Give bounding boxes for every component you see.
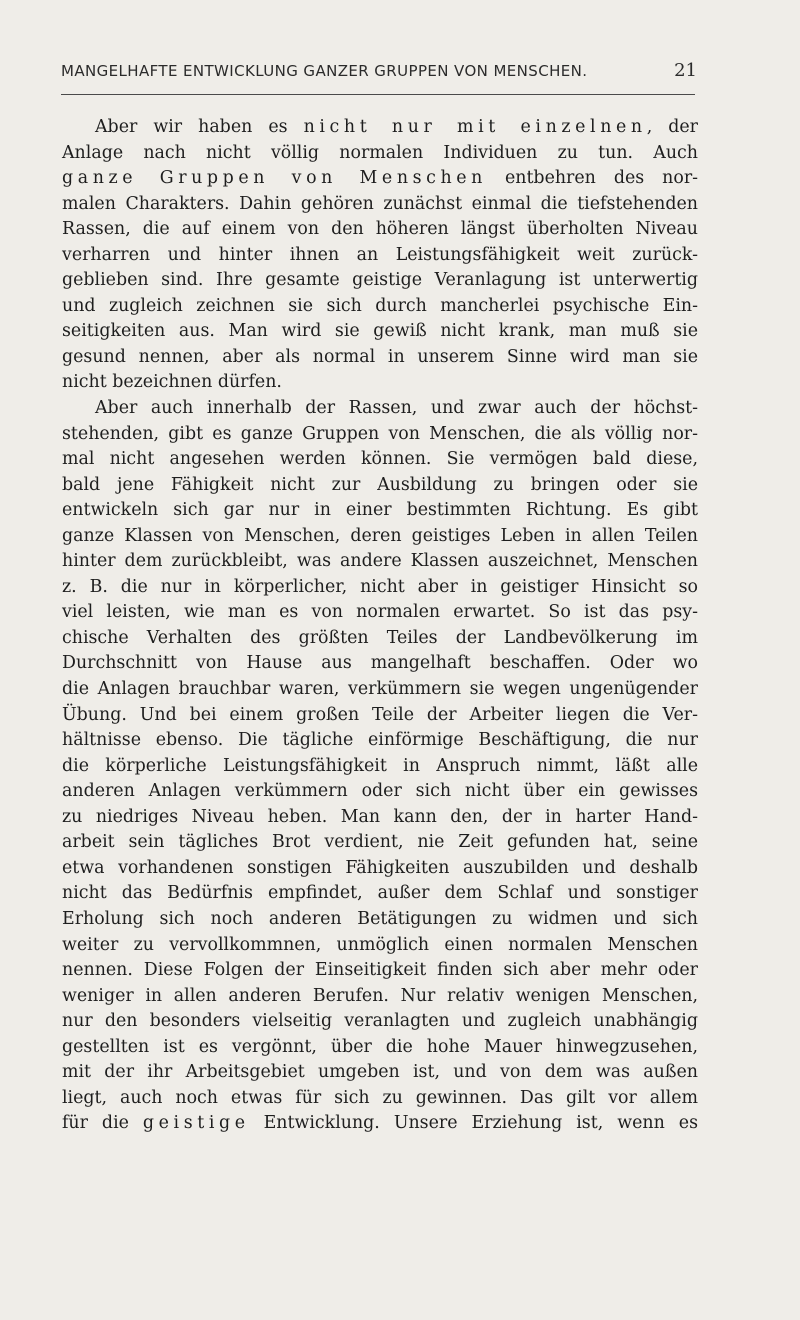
page-number: 21 (674, 60, 697, 81)
text-segment: zu niedriges Niveau heben. Man kann den, der in harter Hand- (62, 806, 698, 827)
text-line (62, 345, 698, 371)
text-segment: nennen. Diese Folgen der Einseitigkeit finden sich aber mehr oder (62, 960, 698, 981)
text-segment: gestellten ist es vergönnt, über die hohe Mauer hinwegzusehen, (62, 1036, 698, 1057)
text-line (62, 984, 698, 1010)
text-segment: mal nicht angesehen werden können. Sie vermögen bald diese, (62, 449, 698, 470)
text-line (62, 575, 698, 601)
text-line (62, 881, 698, 907)
text-segment: für die (62, 1113, 143, 1134)
text-segment: z. B. die nur in körperlicher, nicht aber in geistiger Hinsicht so (62, 576, 698, 597)
text-segment: weniger in allen anderen Berufen. Nur relativ wenigen Menschen, (62, 985, 698, 1006)
text-line (62, 141, 698, 167)
text-line (62, 447, 698, 473)
text-line (62, 294, 698, 320)
text-segment: etwa vorhandenen sonstigen Fähigkeiten auszubilden und deshalb (62, 857, 698, 878)
text-segment: verharren und hinter ihnen an Leistungsfähigkeit weit zurück- (62, 244, 698, 265)
text-line (62, 115, 698, 141)
text-line (62, 1009, 698, 1035)
text-line (62, 933, 698, 959)
text-segment: nicht bezeichnen dürfen. (62, 372, 282, 393)
text-segment: Aber auch innerhalb der Rassen, und zwar auch der höchst- (95, 398, 698, 419)
text-line (62, 805, 698, 831)
text-line (62, 1035, 698, 1061)
running-title: MANGELHAFTE ENTWICKLUNG GANZER GRUPPEN VON MENSCHEN. (61, 62, 588, 80)
text-segment: stehenden, gibt es ganze Gruppen von Menschen, die als völlig nor- (62, 423, 698, 444)
text-line (62, 626, 698, 652)
text-line (62, 473, 698, 499)
text-segment: anderen Anlagen verkümmern oder sich nicht über ein gewisses (62, 781, 698, 802)
text-segment: die körperliche Leistungsfähigkeit in Anspruch nimmt, läßt alle (62, 755, 698, 776)
text-segment: viel leisten, wie man es von normalen erwartet. So ist das psy- (62, 602, 698, 623)
text-line (62, 1060, 698, 1086)
page-header (61, 62, 697, 86)
text-line (62, 549, 698, 575)
text-segment: die Anlagen brauchbar waren, verkümmern sie wegen ungenügender (62, 679, 698, 700)
text-segment: chische Verhalten des größten Teiles der Landbevölkerung im (62, 627, 698, 648)
text-segment: bald jene Fähigkeit nicht zur Ausbildung zu bringen oder sie (62, 474, 698, 495)
text-segment: nur den besonders vielseitig veranlagten und zugleich unabhängig (62, 1011, 698, 1032)
text-segment: geblieben sind. Ihre gesamte geistige Veranlagung ist unterwertig (62, 270, 698, 291)
text-line (62, 498, 698, 524)
emphasized-text: geistige (142, 1113, 250, 1134)
header-rule (61, 94, 695, 95)
emphasized-text: ganze Gruppen von Menschen (62, 168, 487, 189)
text-segment: seitigkeiten aus. Man wird sie gewiß nicht krank, man muß sie (62, 321, 698, 342)
text-line (62, 422, 698, 448)
text-line (62, 856, 698, 882)
emphasized-text: nicht nur mit einzelnen (303, 117, 647, 137)
text-line (62, 830, 698, 856)
text-segment: hältnisse ebenso. Die tägliche einförmige Beschäftigung, die nur (62, 730, 698, 751)
text-segment: und zugleich zeichnen sie sich durch mancherlei psychische Ein- (62, 295, 698, 316)
text-line (62, 728, 698, 754)
text-line (62, 958, 698, 984)
text-line (62, 243, 698, 269)
text-segment: mit der ihr Arbeitsgebiet umgeben ist, und von dem was außen (62, 1062, 698, 1083)
text-segment: Aber wir haben es (95, 117, 304, 137)
text-line (62, 651, 698, 677)
text-segment: hinter dem zurückbleibt, was andere Klassen auszeichnet, Menschen (62, 551, 698, 572)
text-line (62, 677, 698, 703)
text-line (62, 370, 698, 396)
text-segment: weiter zu vervollkommnen, unmöglich einen normalen Menschen (62, 934, 698, 955)
text-segment: nicht das Bedürfnis empfindet, außer dem Schlaf und sonstiger (62, 883, 698, 904)
text-segment: Erholung sich noch anderen Betätigungen zu widmen und sich (62, 908, 698, 929)
text-line (62, 524, 698, 550)
text-line (62, 192, 698, 218)
text-segment: arbeit sein tägliches Brot verdient, nie Zeit gefunden hat, seine (62, 832, 698, 853)
text-line (62, 166, 698, 192)
text-segment: Anlage nach nicht völlig normalen Individuen zu tun. Auch (62, 142, 698, 163)
text-line (62, 1111, 698, 1137)
text-line (62, 779, 698, 805)
text-segment: entwickeln sich gar nur in einer bestimmten Richtung. Es gibt (62, 500, 698, 521)
text-line (62, 754, 698, 780)
text-segment: malen Charakters. Dahin gehören zunächst einmal die tiefstehenden (62, 193, 698, 214)
text-segment: Entwicklung. Unsere Erziehung ist, wenn es (249, 1113, 698, 1134)
body-text (62, 115, 698, 1137)
text-line (62, 703, 698, 729)
text-line (62, 268, 698, 294)
text-segment: , der (646, 117, 698, 137)
text-segment: liegt, auch noch etwas für sich zu gewinnen. Das gilt vor allem (62, 1087, 698, 1108)
text-line (62, 907, 698, 933)
text-segment: Rassen, die auf einem von den höheren längst überholten Niveau (62, 219, 698, 240)
text-line (62, 1086, 698, 1112)
text-line (62, 396, 698, 422)
text-segment: Übung. Und bei einem großen Teile der Arbeiter liegen die Ver- (62, 704, 698, 725)
text-line (62, 217, 698, 243)
text-line (62, 600, 698, 626)
text-segment: gesund nennen, aber als normal in unserem Sinne wird man sie (62, 346, 698, 367)
text-line (62, 319, 698, 345)
text-segment: entbehren des nor- (486, 168, 699, 189)
text-segment: ganze Klassen von Menschen, deren geistiges Leben in allen Teilen (62, 525, 698, 546)
text-segment: Durchschnitt von Hause aus mangelhaft beschaffen. Oder wo (62, 653, 698, 674)
